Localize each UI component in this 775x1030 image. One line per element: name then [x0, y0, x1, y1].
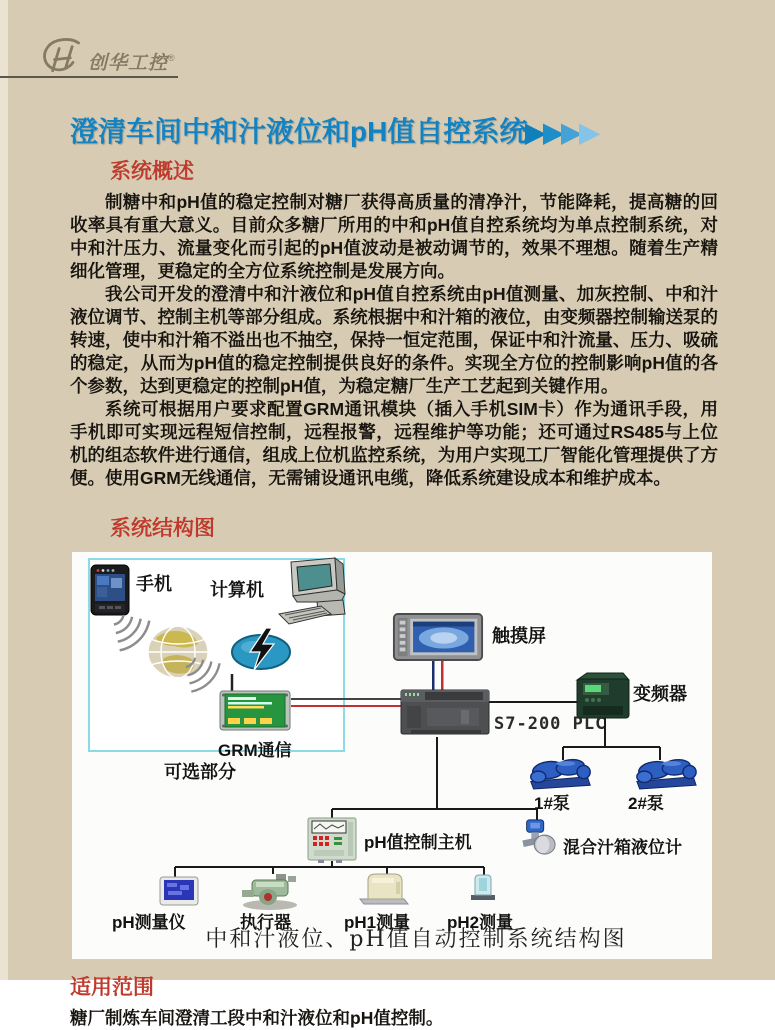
diagram-label-actuator: 执行器: [240, 913, 291, 932]
header-rule: [0, 76, 178, 78]
ph2-sensor-icon: [470, 873, 496, 901]
level-transmitter-icon: [518, 818, 558, 856]
diagram-caption: 中和汁液位、pH值自动控制系统结构图: [205, 927, 627, 952]
pump-icon: [634, 756, 698, 790]
diagram-label-level-gauge: 混合汁箱液位计: [563, 838, 682, 857]
registered-trademark: ®: [168, 53, 175, 63]
lightning-cloud-icon: [230, 626, 292, 672]
computer-icon: [276, 556, 348, 628]
system-structure-diagram: [72, 552, 712, 959]
diagram-label-grm: GRM通信: [218, 741, 292, 760]
overview-paragraph-3: 系统可根据用户要求配置GRM通讯模块（插入手机SIM卡）作为通讯手段，用手机即可实现远程短信控制，远程报警，远程维护等功能；还可通过RS485与上位机的组态软件进行通信，组成上位机监控系统，为用户实现工厂智能化管理提供了方便。使用GRM无线通信，无需铺设通讯电缆，降低系统建设成本和维护成本。: [70, 399, 718, 488]
play-arrow-icon: ▶: [543, 117, 564, 147]
left-edge-strip: [0, 0, 8, 980]
mobile-phone-icon: [90, 564, 130, 616]
play-arrow-icon: ▶: [579, 117, 600, 147]
diagram-label-ph-meter: pH测量仪: [112, 913, 186, 932]
section-heading-overview: 系统概述: [110, 160, 194, 183]
page-title: [70, 110, 730, 150]
actuator-icon: [240, 872, 300, 910]
grm-module-icon: [220, 674, 290, 732]
diagram-label-vfd: 变频器: [633, 684, 687, 704]
diagram-label-pump2: 2#泵: [628, 794, 664, 813]
section-heading-scope: 适用范围: [70, 976, 154, 999]
diagram-label-ph2: pH2测量: [447, 913, 514, 932]
play-arrow-icon: ▶: [561, 117, 582, 147]
logo-ch-icon: [36, 36, 86, 79]
diagram-label-touchscreen: 触摸屏: [492, 626, 546, 646]
page-title-text: 澄清车间中和汁液位和pH值自控系统: [70, 116, 528, 147]
content: [70, 155, 718, 1030]
diagram-label-plc: S7-200 PLC: [494, 714, 607, 734]
scope-text: 糖厂制炼车间澄清工段中和汁液位和pH值控制。: [70, 1008, 444, 1028]
play-arrow-icon: ▶: [525, 117, 546, 147]
overview-paragraph-2: 我公司开发的澄清中和汁液位和pH值自控系统由pH值测量、加灰控制、中和汁液位调节、控制主机等部分组成。系统根据中和汁箱的液位，由变频器控制输送泵的转速，使中和汁箱不溢出也不抽空，保持一恒定范围，保证中和汁流量、压力、吸硫的稳定，从而为pH值的稳定控制提供良好的条件。实现全方位的控制影响pH值的各个参数，达到更稳定的控制pH值，为稳定糖厂生产工艺起到关键作用。: [70, 284, 718, 396]
diagram-label-ph1: pH1测量: [344, 913, 411, 932]
company-logo: [36, 36, 175, 79]
diagram-label-computer: 计算机: [210, 580, 264, 600]
overview-paragraph-1: 制糖中和pH值的稳定控制对糖厂获得高质量的清净汁，节能降耗，提高糖的回收率具有重大意义。目前众多糖厂所用的中和pH值自控系统均为单点控制系统，对中和汁压力、流量变化而引起的pH值波动是被动调节的，效果不理想。随着生产精细化管理，更稳定的全方位系统控制是发展方向。: [70, 192, 718, 281]
ph-meter-icon: [160, 877, 198, 907]
diagram-label-pump1: 1#泵: [534, 794, 570, 813]
vfd-icon: [575, 672, 631, 718]
diagram-label-ph-host: pH值控制主机: [364, 833, 472, 852]
logo-text: 创华工控: [88, 53, 169, 74]
diagram-label-phone: 手机: [136, 574, 172, 594]
title-arrows: [527, 116, 599, 147]
ph1-sensor-icon: [358, 872, 410, 906]
section-heading-structure: 系统结构图: [110, 517, 215, 540]
touchscreen-icon: [392, 614, 484, 660]
pump-icon: [526, 756, 594, 790]
diagram-label-optional: 可选部分: [164, 762, 236, 782]
plc-icon: [401, 688, 489, 736]
ph-controller-icon: [306, 818, 358, 863]
